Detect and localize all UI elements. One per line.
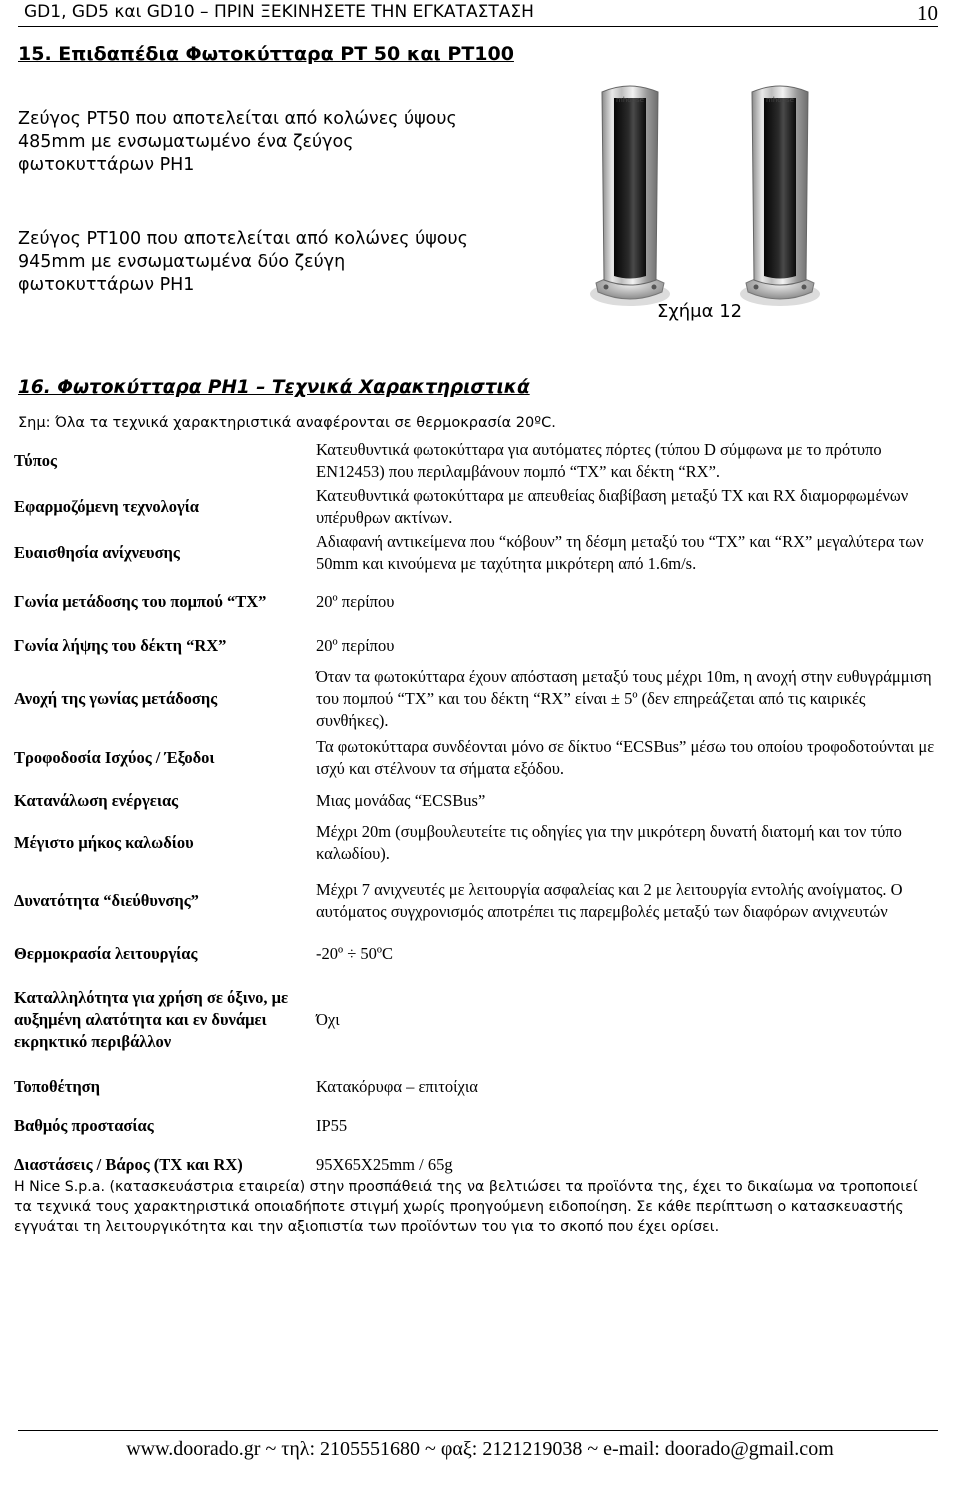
pt100-description: Ζεύγος PT100 που αποτελείται από κολώνες ύψους 945mm με ενσωματωμένα δύο ζεύγη φωτοκυττάρων PH1 bbox=[18, 229, 468, 295]
spec-label: Θερμοκρασία λειτουργίας bbox=[14, 944, 198, 963]
spec-row bbox=[10, 782, 940, 820]
left-column-logo: mhouse bbox=[616, 96, 644, 104]
spec-row bbox=[10, 866, 940, 936]
spec-row bbox=[10, 484, 940, 530]
spec-value: Μιας μονάδας “ECSBus” bbox=[316, 791, 486, 810]
page-number: 10 bbox=[917, 1, 938, 25]
spec-value: 95X65X25mm / 65g bbox=[316, 1155, 453, 1174]
spec-row bbox=[10, 1068, 940, 1106]
page-footer: www.doorado.gr ~ τηλ: 2105551680 ~ φαξ: 2121219038 ~ e-mail: doorado@gmail.com bbox=[126, 1438, 834, 1460]
spec-value: 20º περίπου bbox=[316, 636, 395, 655]
spec-value: Αδιαφανή αντικείμενα που “κόβουν” τη δέσμη μεταξύ του “TX” και “RX” μεγαλύτερα των 50mm και κινούμενα με ταχύτητα μικρότερη από 1.6m/s. bbox=[316, 532, 924, 573]
spec-label: Ευαισθησία ανίχνευσης bbox=[14, 543, 180, 562]
spec-label: Γωνία λήψης του δέκτη “RX” bbox=[14, 636, 227, 655]
spec-row bbox=[10, 438, 940, 484]
spec-value: Κατευθυντικά φωτοκύτταρα για αυτόματες πόρτες (τύπου D σύμφωνα με το πρότυπο EN12453) που περιλαμβάνουν πομπό “TX” και δέκτη “RX”. bbox=[316, 440, 882, 481]
spec-row bbox=[10, 530, 940, 576]
spec-value: Τα φωτοκύτταρα συνδέονται μόνο σε δίκτυο “ECSBus” μέσω του οποίου τροφοδοτούνται με ισχύ και στέλνουν τα σήματα εξόδου. bbox=[316, 737, 935, 778]
spec-value: Μέχρι 7 ανιχνευτές με λειτουργία ασφαλείας και 2 με λειτουργία εντολής ανοίγματος. Ο αυτόματος συγχρονισμός αποτρέπει τις παρεμβολές μεταξύ των διαφόρων ανιχνευτών bbox=[316, 880, 903, 921]
spec-label: Μέγιστο μήκος καλωδίου bbox=[14, 833, 194, 852]
spec-label: Τροφοδοσία Ισχύος / Έξοδοι bbox=[14, 748, 215, 767]
spec-row bbox=[10, 664, 940, 734]
footer-divider bbox=[18, 1430, 938, 1431]
spec-label: Διαστάσεις / Βάρος (TX και RX) bbox=[14, 1155, 243, 1174]
spec-value: Κατευθυντικά φωτοκύτταρα με απευθείας διαβίβαση μεταξύ TX και RX διαμορφωμένων υπέρυθρων ακτίνων. bbox=[316, 486, 909, 527]
spec-row bbox=[10, 1106, 940, 1146]
right-column bbox=[740, 86, 820, 306]
spec-label: Τύπος bbox=[14, 451, 57, 470]
specs-table bbox=[10, 438, 940, 1184]
spec-label: Καταλληλότητα για χρήση σε όξινο, με αυξημένη αλατότητα και εν δυνάμει εκρηκτικό περιβάλλον bbox=[14, 988, 288, 1051]
photocell-columns-image bbox=[548, 78, 868, 310]
left-column bbox=[590, 86, 670, 306]
page-header bbox=[18, 0, 938, 27]
header-title: GD1, GD5 και GD10 – ΠΡΙΝ ΞΕΚΙΝΗΣΕΤΕ ΤΗΝ ΕΓΚΑΤΑΣΤΑΣΗ bbox=[24, 2, 534, 22]
spec-label: Κατανάλωση ενέργειας bbox=[14, 791, 179, 810]
spec-label: Ανοχή της γωνίας μετάδοσης bbox=[14, 689, 218, 708]
figure-caption: Σχήμα 12 bbox=[657, 301, 743, 322]
spec-row bbox=[10, 628, 940, 664]
spec-row bbox=[10, 972, 940, 1068]
section-16-title: 16. Φωτοκύτταρα PH1 – Τεχνικά Χαρακτηριστικά bbox=[18, 377, 530, 398]
spec-label: Τοποθέτηση bbox=[14, 1077, 101, 1096]
spec-value: -20º ÷ 50ºC bbox=[316, 944, 394, 963]
spec-value: Όταν τα φωτοκύτταρα έχουν απόσταση μεταξύ τους μέχρι 10m, η ανοχή στην ευθυγράμμιση του πομπού “TX” και του δέκτη “RX” είναι ± 5º (δεν επηρεάζεται από τις καιρικές συνθήκες). bbox=[316, 667, 932, 730]
spec-row bbox=[10, 576, 940, 628]
pt50-description: Ζεύγος PT50 που αποτελείται από κολώνες ύψους 485mm με ενσωματωμένο ένα ζεύγος φωτοκυττάρων PH1 bbox=[18, 109, 457, 175]
disclaimer-text: Η Nice S.p.a. (κατασκευάστρια εταιρεία) στην προσπάθειά της να βελτιώσει τα προϊόντα της, έχει το δικαίωμα να τροποποιεί τα τεχνικά τους χαρακτηριστικά οποιαδήποτε στιγμή χωρίς προηγούμενη ειδοποίηση. Σε κάθε περίπτωση ο κατασκευαστής εγγυάται τη λειτουργικότητα και την αξιοπιστία των προϊόντων του για το σκοπό που έχει ορίσει. bbox=[14, 1179, 918, 1235]
spec-label: Γωνία μετάδοσης του πομπού “TX” bbox=[14, 592, 267, 611]
right-column-logo: mhouse bbox=[766, 96, 794, 104]
spec-row bbox=[10, 734, 940, 782]
temperature-note: Σημ: Όλα τα τεχνικά χαρακτηριστικά αναφέρονται σε θερμοκρασία 20ºC. bbox=[18, 415, 556, 431]
spec-value: Μέχρι 20m (συμβουλευτείτε τις οδηγίες για την μικρότερη δυνατή διατομή και τον τύπο καλωδίου). bbox=[316, 822, 902, 863]
spec-value: IP55 bbox=[316, 1116, 348, 1135]
spec-label: Δυνατότητα “διεύθυνσης” bbox=[14, 891, 199, 910]
spec-row bbox=[10, 936, 940, 972]
spec-value: Κατακόρυφα – επιτοίχια bbox=[316, 1077, 478, 1096]
section-15-title: 15. Επιδαπέδια Φωτοκύτταρα PT 50 και PT100 bbox=[18, 43, 514, 65]
spec-label: Βαθμός προστασίας bbox=[14, 1116, 154, 1135]
spec-label: Εφαρμοζόμενη τεχνολογία bbox=[14, 497, 200, 516]
spec-row bbox=[10, 820, 940, 866]
spec-value: Όχι bbox=[316, 1010, 340, 1029]
spec-value: 20º περίπου bbox=[316, 592, 395, 611]
